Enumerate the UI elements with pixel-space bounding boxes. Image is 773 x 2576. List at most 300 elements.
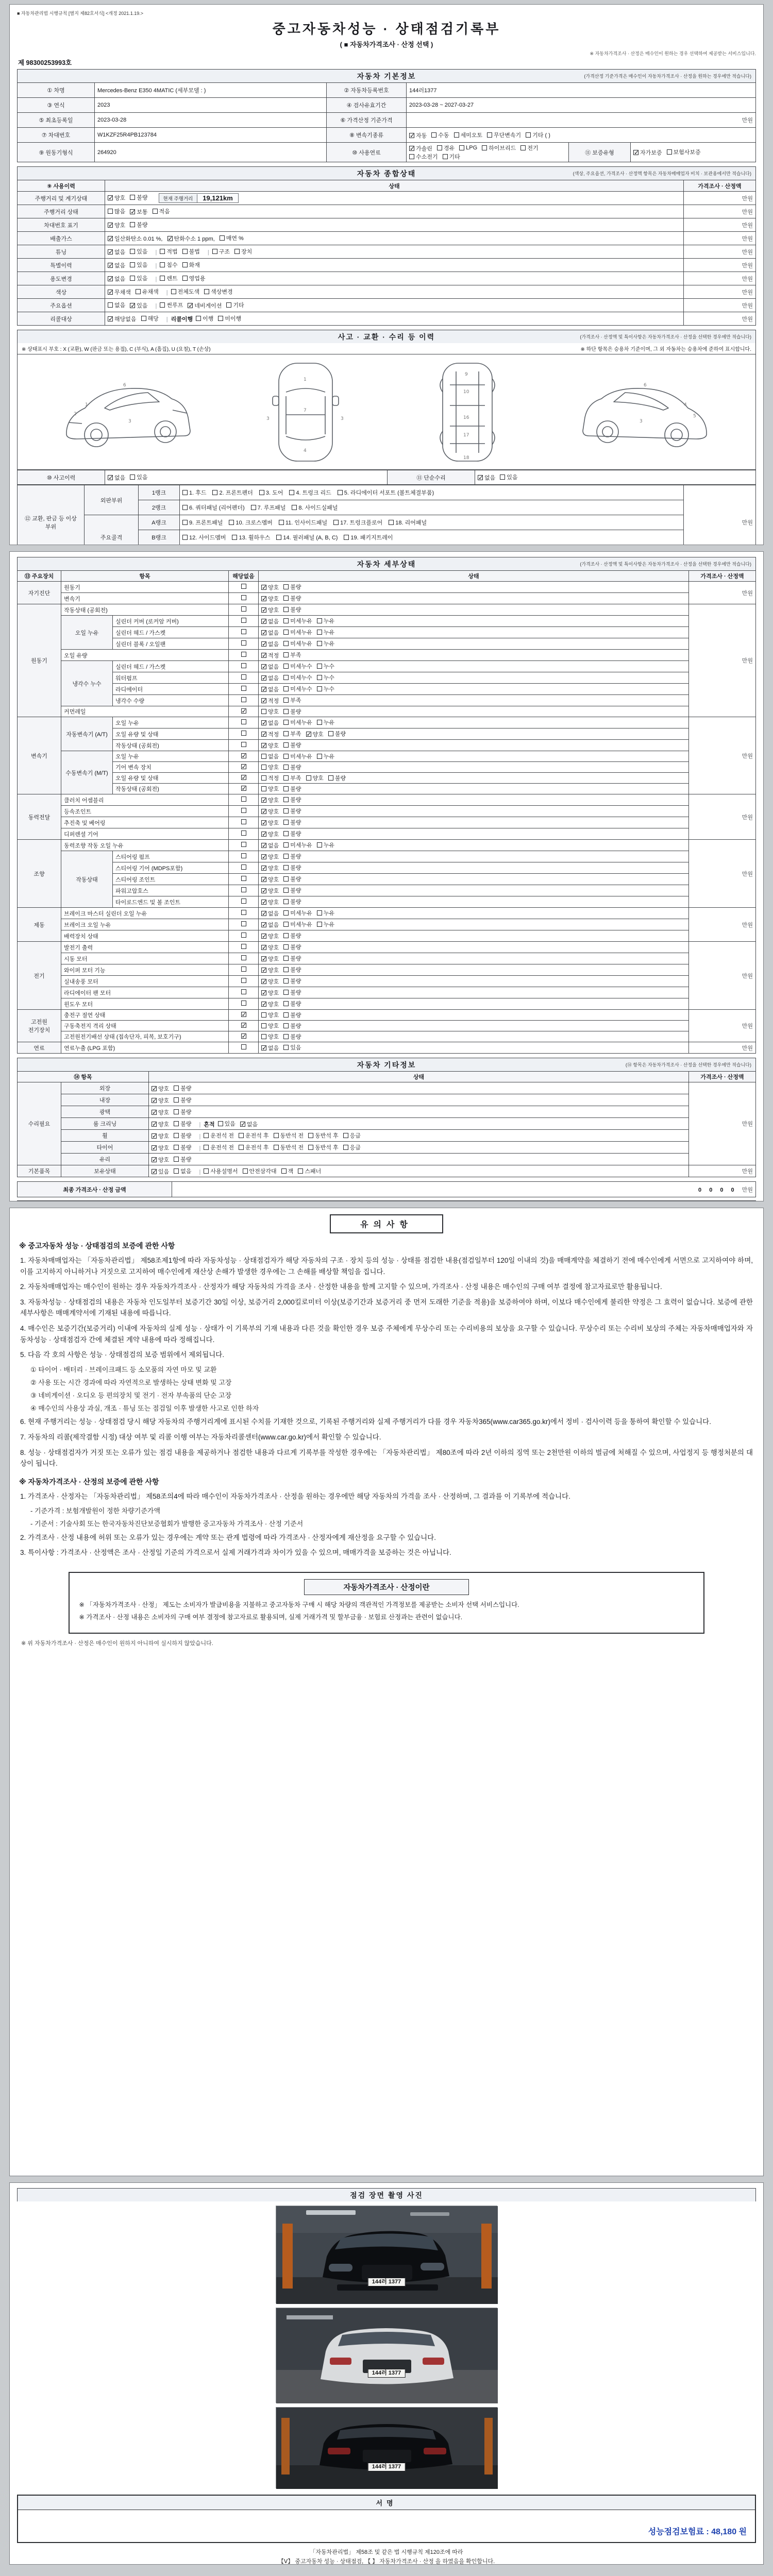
checkbox-box[interactable] [283, 596, 289, 601]
checkbox-option[interactable] [283, 696, 301, 704]
checkbox-option[interactable] [261, 774, 279, 782]
checkbox-box[interactable]: ✓ [152, 1167, 158, 1175]
checkbox-box[interactable] [241, 831, 246, 836]
checkbox-option[interactable] [204, 1167, 238, 1175]
checkbox-option[interactable] [279, 518, 327, 527]
checkbox-box[interactable] [241, 944, 246, 949]
checkbox-option[interactable] [317, 841, 334, 849]
checkbox-option[interactable] [283, 752, 312, 760]
checkbox-option[interactable] [130, 221, 147, 229]
checkbox-box[interactable] [306, 775, 311, 781]
checkbox-option[interactable] [259, 488, 283, 497]
checkbox-box[interactable] [174, 1121, 179, 1126]
checkbox-option[interactable] [261, 785, 279, 793]
checkbox-box[interactable] [317, 922, 322, 927]
checkbox-option[interactable] [298, 1167, 321, 1175]
checkbox-box[interactable] [283, 876, 289, 882]
checkbox-option[interactable] [160, 274, 177, 282]
checkbox-box[interactable] [241, 618, 246, 623]
checkbox-option[interactable] [283, 852, 301, 860]
checkbox-option[interactable] [338, 488, 434, 497]
checkbox-box[interactable]: ✓ [152, 1132, 158, 1140]
checkbox-option[interactable] [108, 248, 125, 256]
checkbox-box[interactable] [317, 720, 322, 725]
checkbox-option[interactable] [487, 131, 521, 139]
checkbox-box[interactable]: ✓ [262, 955, 267, 962]
checkbox-box[interactable] [283, 584, 289, 589]
checkbox-box[interactable] [239, 1145, 244, 1150]
checkbox-option[interactable] [152, 1120, 169, 1128]
checkbox-option[interactable] [333, 518, 382, 527]
checkbox-option[interactable] [251, 503, 286, 512]
checkbox-option[interactable] [283, 685, 312, 693]
checkbox-option[interactable] [389, 518, 427, 527]
checkbox-option[interactable] [283, 662, 312, 670]
checkbox-option[interactable] [229, 518, 272, 527]
checkbox-box[interactable] [182, 505, 188, 510]
checkbox-option[interactable] [261, 853, 279, 861]
checkbox-box[interactable] [130, 222, 135, 227]
checkbox-box[interactable] [108, 209, 113, 214]
checkbox-box[interactable]: ✓ [241, 1022, 247, 1029]
checkbox-box[interactable] [283, 1045, 289, 1050]
checkbox-box[interactable]: ✓ [262, 887, 267, 894]
checkbox-option[interactable] [283, 583, 301, 591]
checkbox-option[interactable] [289, 488, 331, 497]
checkbox-box[interactable] [283, 731, 289, 736]
checkbox-box[interactable] [261, 1012, 266, 1018]
checkbox-option[interactable] [443, 152, 460, 161]
checkbox-option[interactable] [633, 148, 662, 157]
checkbox-box[interactable] [220, 235, 225, 241]
checkbox-option[interactable] [454, 131, 483, 139]
checkbox-box[interactable] [259, 490, 264, 495]
checkbox-option[interactable] [108, 221, 125, 229]
checkbox-box[interactable] [108, 302, 113, 308]
checkbox-box[interactable] [153, 209, 158, 214]
checkbox-box[interactable]: ✓ [152, 1096, 158, 1104]
checkbox-box[interactable] [174, 1133, 179, 1138]
checkbox-box[interactable] [437, 145, 442, 150]
checkbox-option[interactable] [261, 921, 279, 929]
checkbox-box[interactable] [409, 154, 414, 159]
checkbox-box[interactable] [283, 944, 289, 950]
checkbox-box[interactable] [283, 1034, 289, 1039]
checkbox-box[interactable] [130, 474, 135, 480]
checkbox-option[interactable] [283, 605, 301, 614]
checkbox-option[interactable] [204, 1131, 234, 1140]
checkbox-option[interactable] [261, 796, 279, 804]
checkbox-option[interactable] [283, 965, 301, 974]
checkbox-box[interactable] [443, 154, 448, 159]
checkbox-box[interactable] [283, 686, 289, 691]
checkbox-option[interactable] [283, 785, 301, 793]
checkbox-box[interactable] [283, 842, 289, 848]
checkbox-box[interactable]: ✓ [152, 1156, 158, 1163]
checkbox-option[interactable] [283, 795, 301, 804]
checkbox-box[interactable] [182, 535, 188, 540]
checkbox-option[interactable] [261, 617, 279, 625]
checkbox-box[interactable] [283, 1023, 289, 1028]
checkbox-option[interactable] [130, 261, 147, 269]
checkbox-option[interactable] [174, 1096, 191, 1104]
checkbox-box[interactable] [328, 731, 333, 736]
checkbox-option[interactable] [283, 954, 301, 962]
checkbox-box[interactable] [308, 1145, 313, 1150]
checkbox-option[interactable] [500, 473, 517, 481]
checkbox-option[interactable] [188, 301, 222, 310]
checkbox-option[interactable] [261, 875, 279, 884]
checkbox-option[interactable] [108, 473, 125, 482]
checkbox-option[interactable] [437, 144, 455, 152]
checkbox-box[interactable] [317, 686, 322, 691]
checkbox-option[interactable] [261, 1044, 279, 1052]
checkbox-box[interactable] [182, 249, 188, 254]
checkbox-box[interactable] [667, 149, 672, 155]
checkbox-box[interactable] [317, 618, 322, 623]
checkbox-option[interactable] [283, 841, 312, 849]
checkbox-option[interactable] [261, 989, 279, 997]
checkbox-box[interactable]: ✓ [262, 697, 267, 704]
checkbox-option[interactable] [261, 697, 279, 705]
checkbox-option[interactable] [152, 1167, 169, 1176]
checkbox-box[interactable]: ✓ [108, 262, 114, 269]
checkbox-option[interactable] [526, 131, 550, 139]
checkbox-box[interactable] [283, 786, 289, 791]
checkbox-option[interactable] [182, 274, 206, 282]
checkbox-option[interactable] [283, 999, 301, 1008]
checkbox-option[interactable] [261, 830, 279, 838]
checkbox-box[interactable] [241, 819, 246, 824]
checkbox-box[interactable] [174, 1168, 179, 1174]
checkbox-box[interactable] [241, 674, 246, 680]
checkbox-box[interactable] [279, 520, 284, 525]
checkbox-box[interactable] [283, 618, 289, 623]
checkbox-box[interactable] [283, 831, 289, 836]
checkbox-box[interactable]: ✓ [262, 876, 267, 883]
checkbox-option[interactable] [212, 247, 230, 256]
checkbox-option[interactable] [160, 261, 177, 269]
checkbox-box[interactable] [298, 1168, 303, 1174]
checkbox-box[interactable] [283, 754, 289, 759]
checkbox-option[interactable] [283, 730, 301, 738]
checkbox-option[interactable] [174, 1108, 191, 1116]
checkbox-option[interactable] [243, 1167, 277, 1175]
checkbox-box[interactable] [241, 584, 246, 589]
checkbox-box[interactable] [283, 922, 289, 927]
checkbox-box[interactable] [283, 664, 289, 669]
checkbox-box[interactable] [212, 490, 217, 495]
checkbox-box[interactable] [261, 775, 266, 781]
checkbox-box[interactable] [283, 698, 289, 703]
checkbox-box[interactable] [160, 302, 165, 308]
checkbox-box[interactable]: ✓ [262, 663, 267, 670]
checkbox-option[interactable] [174, 1143, 191, 1151]
checkbox-box[interactable] [241, 921, 246, 926]
checkbox-box[interactable]: ✓ [262, 933, 267, 940]
checkbox-box[interactable] [308, 1133, 313, 1138]
checkbox-box[interactable] [241, 899, 246, 904]
checkbox-box[interactable] [261, 709, 266, 714]
checkbox-box[interactable] [343, 1133, 348, 1138]
checkbox-option[interactable] [130, 247, 147, 256]
checkbox-option[interactable] [261, 685, 279, 693]
checkbox-box[interactable] [317, 842, 322, 848]
checkbox-option[interactable] [317, 673, 334, 682]
checkbox-option[interactable] [261, 909, 279, 918]
checkbox-box[interactable] [196, 316, 201, 321]
checkbox-box[interactable] [174, 1086, 179, 1091]
checkbox-option[interactable] [171, 287, 200, 296]
checkbox-box[interactable] [274, 1133, 279, 1138]
checkbox-box[interactable] [454, 132, 459, 138]
checkbox-box[interactable] [241, 719, 246, 724]
checkbox-box[interactable] [487, 132, 492, 138]
checkbox-box[interactable] [241, 796, 246, 802]
checkbox-box[interactable] [174, 1109, 179, 1114]
checkbox-box[interactable] [241, 933, 246, 938]
checkbox-option[interactable] [520, 144, 538, 152]
checkbox-option[interactable] [232, 533, 270, 541]
checkbox-box[interactable] [239, 1133, 244, 1138]
checkbox-option[interactable] [308, 1143, 339, 1151]
checkbox-option[interactable] [283, 886, 301, 894]
checkbox-box[interactable] [241, 842, 246, 847]
checkbox-box[interactable] [204, 289, 209, 294]
checkbox-option[interactable] [261, 1032, 279, 1041]
checkbox-box[interactable] [344, 535, 349, 540]
checkbox-box[interactable] [459, 145, 464, 150]
checkbox-option[interactable] [108, 301, 125, 309]
checkbox-option[interactable] [239, 1143, 269, 1151]
checkbox-box[interactable]: ✓ [262, 742, 267, 749]
checkbox-option[interactable] [141, 314, 159, 323]
checkbox-option[interactable] [261, 606, 279, 614]
checkbox-option[interactable] [108, 261, 125, 269]
checkbox-box[interactable] [283, 720, 289, 725]
checkbox-box[interactable] [241, 808, 246, 813]
checkbox-box[interactable] [482, 145, 487, 150]
checkbox-box[interactable] [241, 595, 246, 600]
checkbox-option[interactable] [261, 966, 279, 974]
checkbox-option[interactable] [174, 1131, 191, 1140]
checkbox-box[interactable] [130, 276, 135, 281]
checkbox-option[interactable] [261, 819, 279, 827]
checkbox-box[interactable] [317, 754, 322, 759]
checkbox-box[interactable] [283, 742, 289, 748]
checkbox-option[interactable] [478, 473, 495, 482]
checkbox-box[interactable] [317, 675, 322, 680]
checkbox-option[interactable] [409, 144, 432, 152]
checkbox-box[interactable]: ✓ [108, 222, 114, 229]
checkbox-box[interactable]: ✓ [262, 989, 267, 996]
checkbox-box[interactable]: ✓ [241, 707, 247, 715]
checkbox-option[interactable] [174, 1155, 191, 1163]
checkbox-box[interactable]: ✓ [262, 819, 267, 826]
checkbox-option[interactable] [130, 473, 147, 481]
checkbox-box[interactable] [283, 765, 289, 770]
checkbox-box[interactable] [520, 145, 526, 150]
checkbox-option[interactable] [261, 955, 279, 963]
checkbox-box[interactable] [283, 978, 289, 984]
checkbox-box[interactable] [500, 474, 505, 480]
checkbox-option[interactable] [108, 234, 163, 243]
checkbox-box[interactable] [389, 520, 394, 525]
checkbox-box[interactable] [243, 1168, 248, 1174]
checkbox-option[interactable] [283, 931, 301, 940]
checkbox-box[interactable] [283, 607, 289, 612]
checkbox-box[interactable] [226, 302, 231, 308]
checkbox-option[interactable] [182, 518, 223, 527]
checkbox-box[interactable]: ✓ [262, 629, 267, 636]
checkbox-box[interactable] [241, 989, 246, 994]
checkbox-option[interactable] [261, 583, 279, 591]
checkbox-box[interactable]: ✓ [634, 149, 640, 156]
checkbox-box[interactable] [283, 820, 289, 825]
checkbox-box[interactable] [241, 955, 246, 960]
checkbox-option[interactable] [261, 864, 279, 872]
checkbox-box[interactable]: ✓ [240, 1120, 246, 1128]
checkbox-box[interactable] [338, 490, 343, 495]
checkbox-option[interactable] [344, 533, 393, 541]
checkbox-box[interactable] [283, 854, 289, 859]
checkbox-option[interactable] [152, 1144, 169, 1152]
checkbox-option[interactable] [108, 288, 131, 296]
checkbox-box[interactable]: ✓ [241, 752, 247, 759]
checkbox-option[interactable] [283, 909, 312, 917]
checkbox-box[interactable]: ✓ [262, 842, 267, 849]
checkbox-box[interactable] [141, 316, 146, 321]
checkbox-box[interactable]: ✓ [262, 796, 267, 804]
checkbox-option[interactable] [283, 897, 301, 906]
checkbox-box[interactable] [281, 1168, 287, 1174]
checkbox-box[interactable]: ✓ [262, 719, 267, 726]
checkbox-option[interactable] [152, 1108, 169, 1116]
checkbox-option[interactable] [130, 208, 147, 216]
checkbox-option[interactable] [152, 1132, 169, 1140]
checkbox-box[interactable]: ✓ [108, 315, 114, 323]
checkbox-box[interactable] [274, 1145, 279, 1150]
checkbox-option[interactable] [283, 594, 301, 602]
checkbox-option[interactable] [204, 287, 233, 296]
checkbox-option[interactable] [431, 131, 449, 139]
checkbox-box[interactable] [283, 888, 289, 893]
checkbox-option[interactable] [136, 287, 159, 296]
checkbox-option[interactable] [239, 1131, 269, 1140]
checkbox-option[interactable] [306, 774, 324, 782]
checkbox-box[interactable] [204, 1133, 209, 1138]
checkbox-box[interactable]: ✓ [262, 853, 267, 860]
checkbox-box[interactable]: ✓ [188, 302, 194, 309]
checkbox-option[interactable] [283, 1011, 301, 1019]
checkbox-box[interactable]: ✓ [262, 921, 267, 928]
checkbox-option[interactable] [283, 863, 301, 872]
checkbox-box[interactable] [276, 535, 281, 540]
checkbox-box[interactable] [182, 276, 188, 281]
checkbox-box[interactable] [261, 786, 266, 791]
checkbox-box[interactable] [171, 289, 176, 294]
checkbox-option[interactable] [261, 977, 279, 986]
checkbox-box[interactable]: ✓ [262, 910, 267, 917]
checkbox-option[interactable] [108, 207, 125, 215]
checkbox-option[interactable] [274, 1143, 304, 1151]
checkbox-option[interactable] [261, 932, 279, 940]
checkbox-box[interactable]: ✓ [130, 302, 136, 309]
checkbox-option[interactable] [283, 639, 312, 648]
checkbox-option[interactable] [343, 1131, 361, 1140]
checkbox-box[interactable]: ✓ [108, 194, 114, 201]
checkbox-box[interactable] [232, 535, 237, 540]
checkbox-box[interactable] [241, 731, 246, 736]
checkbox-option[interactable] [317, 685, 334, 693]
checkbox-box[interactable] [241, 1001, 246, 1006]
checkbox-box[interactable]: ✓ [241, 1011, 247, 1018]
checkbox-box[interactable] [241, 978, 246, 983]
checkbox-option[interactable] [182, 247, 200, 256]
checkbox-box[interactable]: ✓ [262, 584, 267, 591]
checkbox-option[interactable] [459, 145, 477, 151]
checkbox-box[interactable] [182, 262, 188, 267]
checkbox-option[interactable] [317, 662, 334, 670]
checkbox-option[interactable] [308, 1131, 339, 1140]
checkbox-option[interactable] [261, 741, 279, 750]
checkbox-option[interactable] [160, 301, 183, 309]
checkbox-box[interactable]: ✓ [152, 1144, 158, 1151]
checkbox-option[interactable] [317, 752, 334, 760]
checkbox-box[interactable] [241, 967, 246, 972]
checkbox-box[interactable]: ✓ [262, 652, 267, 659]
checkbox-option[interactable] [152, 1156, 169, 1164]
checkbox-box[interactable] [283, 967, 289, 972]
checkbox-box[interactable] [292, 505, 297, 510]
checkbox-box[interactable] [182, 520, 188, 525]
checkbox-box[interactable] [241, 876, 246, 881]
checkbox-box[interactable] [229, 520, 234, 525]
checkbox-box[interactable]: ✓ [108, 474, 114, 481]
checkbox-box[interactable] [283, 1012, 289, 1018]
checkbox-box[interactable] [130, 195, 135, 200]
checkbox-option[interactable] [283, 651, 301, 659]
checkbox-box[interactable] [241, 865, 246, 870]
checkbox-option[interactable] [130, 274, 147, 282]
checkbox-box[interactable] [261, 1023, 266, 1028]
checkbox-box[interactable]: ✓ [262, 978, 267, 985]
checkbox-box[interactable] [241, 663, 246, 668]
checkbox-option[interactable] [130, 301, 147, 310]
checkbox-box[interactable] [234, 249, 240, 254]
checkbox-box[interactable] [283, 641, 289, 646]
checkbox-box[interactable]: ✓ [130, 208, 136, 215]
checkbox-box[interactable]: ✓ [241, 763, 247, 770]
checkbox-box[interactable] [283, 630, 289, 635]
checkbox-box[interactable] [283, 709, 289, 714]
checkbox-box[interactable] [317, 910, 322, 916]
checkbox-option[interactable] [218, 314, 241, 323]
checkbox-option[interactable] [283, 763, 301, 771]
checkbox-box[interactable]: ✓ [108, 275, 114, 282]
checkbox-box[interactable]: ✓ [478, 474, 484, 481]
checkbox-box[interactable]: ✓ [262, 944, 267, 951]
checkbox-option[interactable] [261, 1000, 279, 1008]
checkbox-option[interactable] [283, 1022, 301, 1030]
checkbox-option[interactable] [482, 144, 516, 152]
checkbox-option[interactable] [317, 639, 334, 648]
checkbox-option[interactable] [276, 533, 338, 541]
checkbox-box[interactable] [343, 1145, 348, 1150]
checkbox-option[interactable] [317, 628, 334, 636]
checkbox-box[interactable]: ✓ [410, 131, 415, 139]
checkbox-box[interactable] [241, 887, 246, 892]
